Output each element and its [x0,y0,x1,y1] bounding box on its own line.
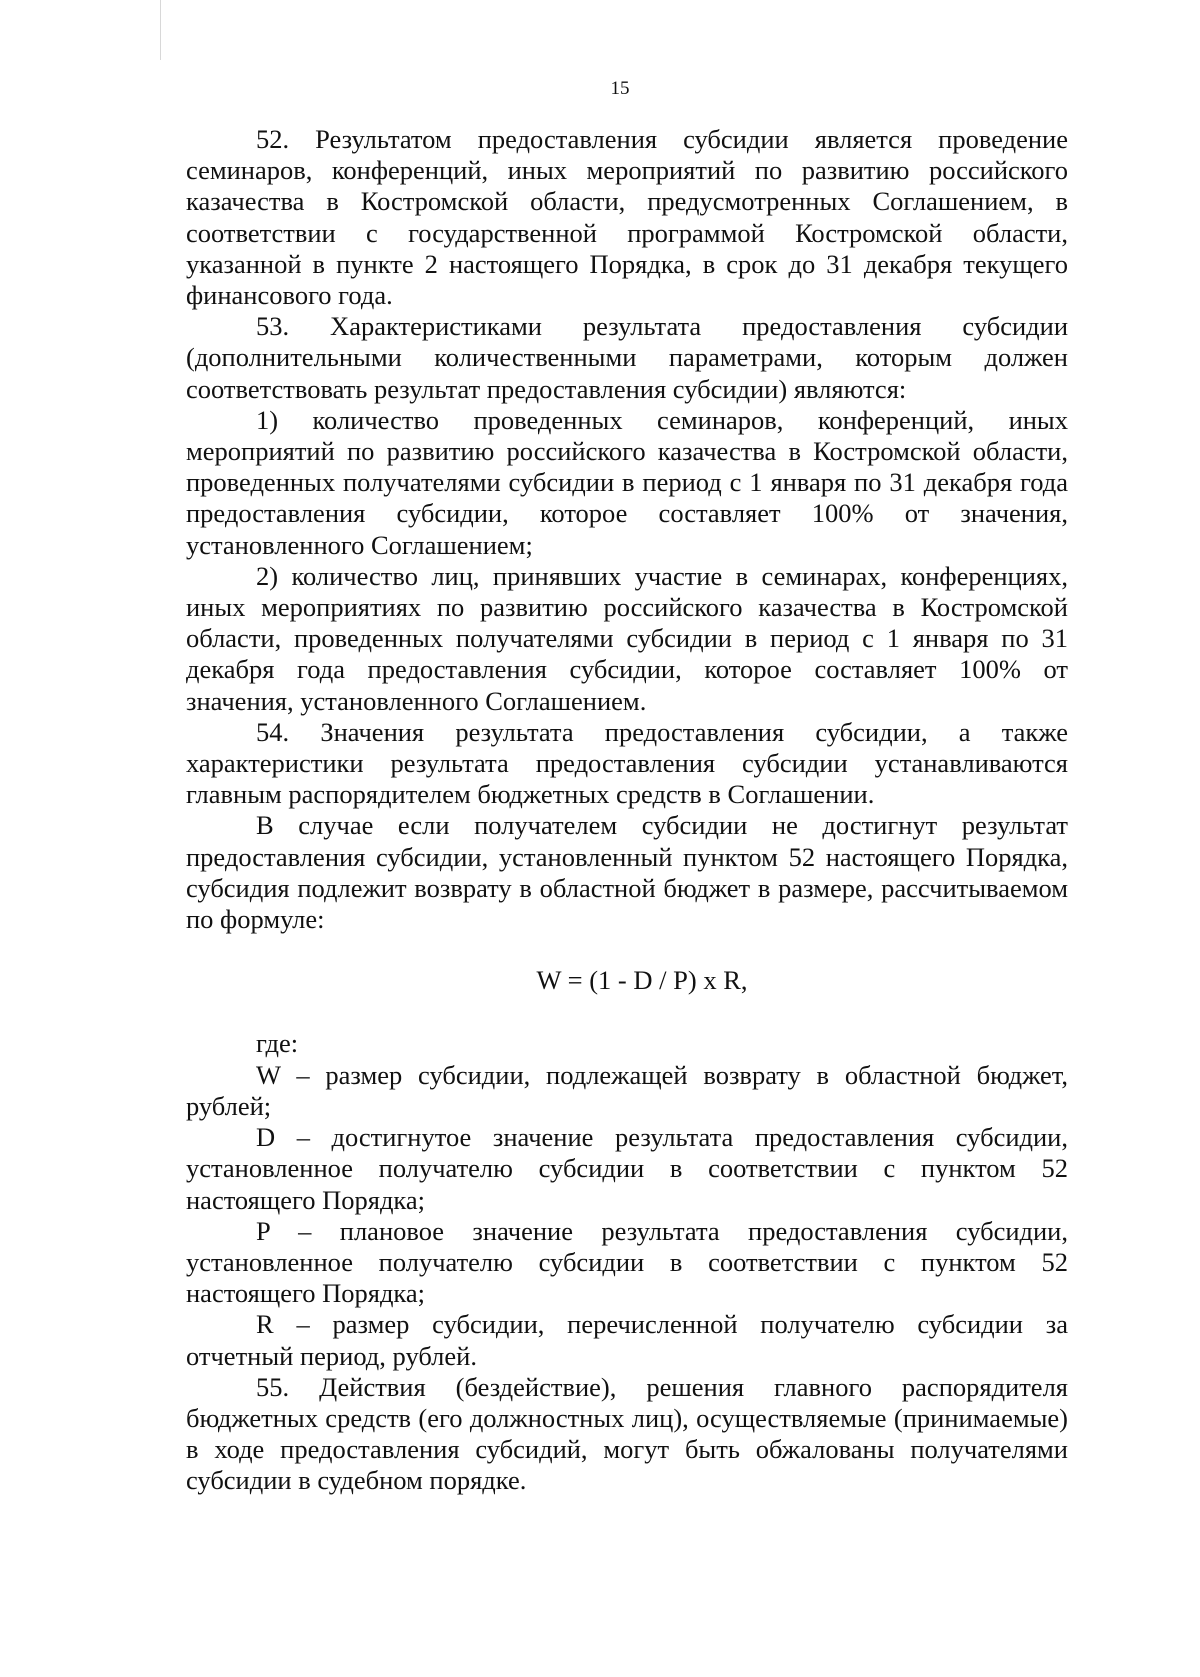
paragraph-53-item-2: 2) количество лиц, принявших участие в семинарах, конференциях, иных мероприятиях по развитию российского казачества в Костромской области, проведенных получателями субсидии в период с 1 января по 31 декабря года предоставления субсидии, которое составляет 100% от значения, установленного Соглашением. [186,560,1068,716]
paragraph-54-refund: В случае если получателем субсидии не достигнут результат предоставления субсидии, установленный пунктом 52 настоящего Порядка, субсидия подлежит возврату в областной бюджет в размере, рассчитываемом по формуле: [186,810,1068,935]
definition-r: R – размер субсидии, перечисленной получателю субсидии за отчетный период, рублей. [186,1309,1068,1371]
paragraph-54: 54. Значения результата предоставления субсидии, а также характеристики результата предоставления субсидии устанавливаются главным распорядителем бюджетных средств в Соглашении. [186,716,1068,810]
paragraph-53: 53. Характеристиками результата предоставления субсидии (дополнительными количественными параметрами, которым должен соответствовать результат предоставления субсидии) являются: [186,311,1068,404]
paragraph-55: 55. Действия (бездействие), решения главного распорядителя бюджетных средств (его должностных лиц), осуществляемые (принимаемые) в ходе предоставления субсидий, могут быть обжалованы получателями субсидии в судебном порядке. [186,1371,1068,1496]
definition-d: D – достигнутое значение результата предоставления субсидии, установленное получателю субсидии в соответствии с пунктом 52 настоящего Порядка; [186,1122,1068,1215]
definition-w: W – размер субсидии, подлежащей возврату в областной бюджет, рублей; [186,1059,1068,1121]
refund-formula: W = (1 - D / P) x R, [536,965,748,996]
paragraph-52: 52. Результатом предоставления субсидии является проведение семинаров, конференций, иных мероприятий по развитию российского казачества в Костромской области, предусмотренных Соглашением, в соответствии с государственной программой Костромской области, указанной в пункте 2 настоящего Порядка, в срок до 31 декабря текущего финансового года. [186,124,1068,311]
scan-edge-mark [160,0,161,60]
page-number: 15 [610,78,630,99]
document-body [186,124,1068,1497]
definitions-intro: где: [256,1028,299,1059]
paragraph-53-item-1: 1) количество проведенных семинаров, конференций, иных мероприятий по развитию российского казачества в Костромской области, проведенных получателями субсидии в период с 1 января по 31 декабря года предоставления субсидии, которое составляет 100% от значения, установленного Соглашением; [186,404,1068,560]
definition-p: P – плановое значение результата предоставления субсидии, установленное получателю субсидии в соответствии с пунктом 52 настоящего Порядка; [186,1215,1068,1309]
